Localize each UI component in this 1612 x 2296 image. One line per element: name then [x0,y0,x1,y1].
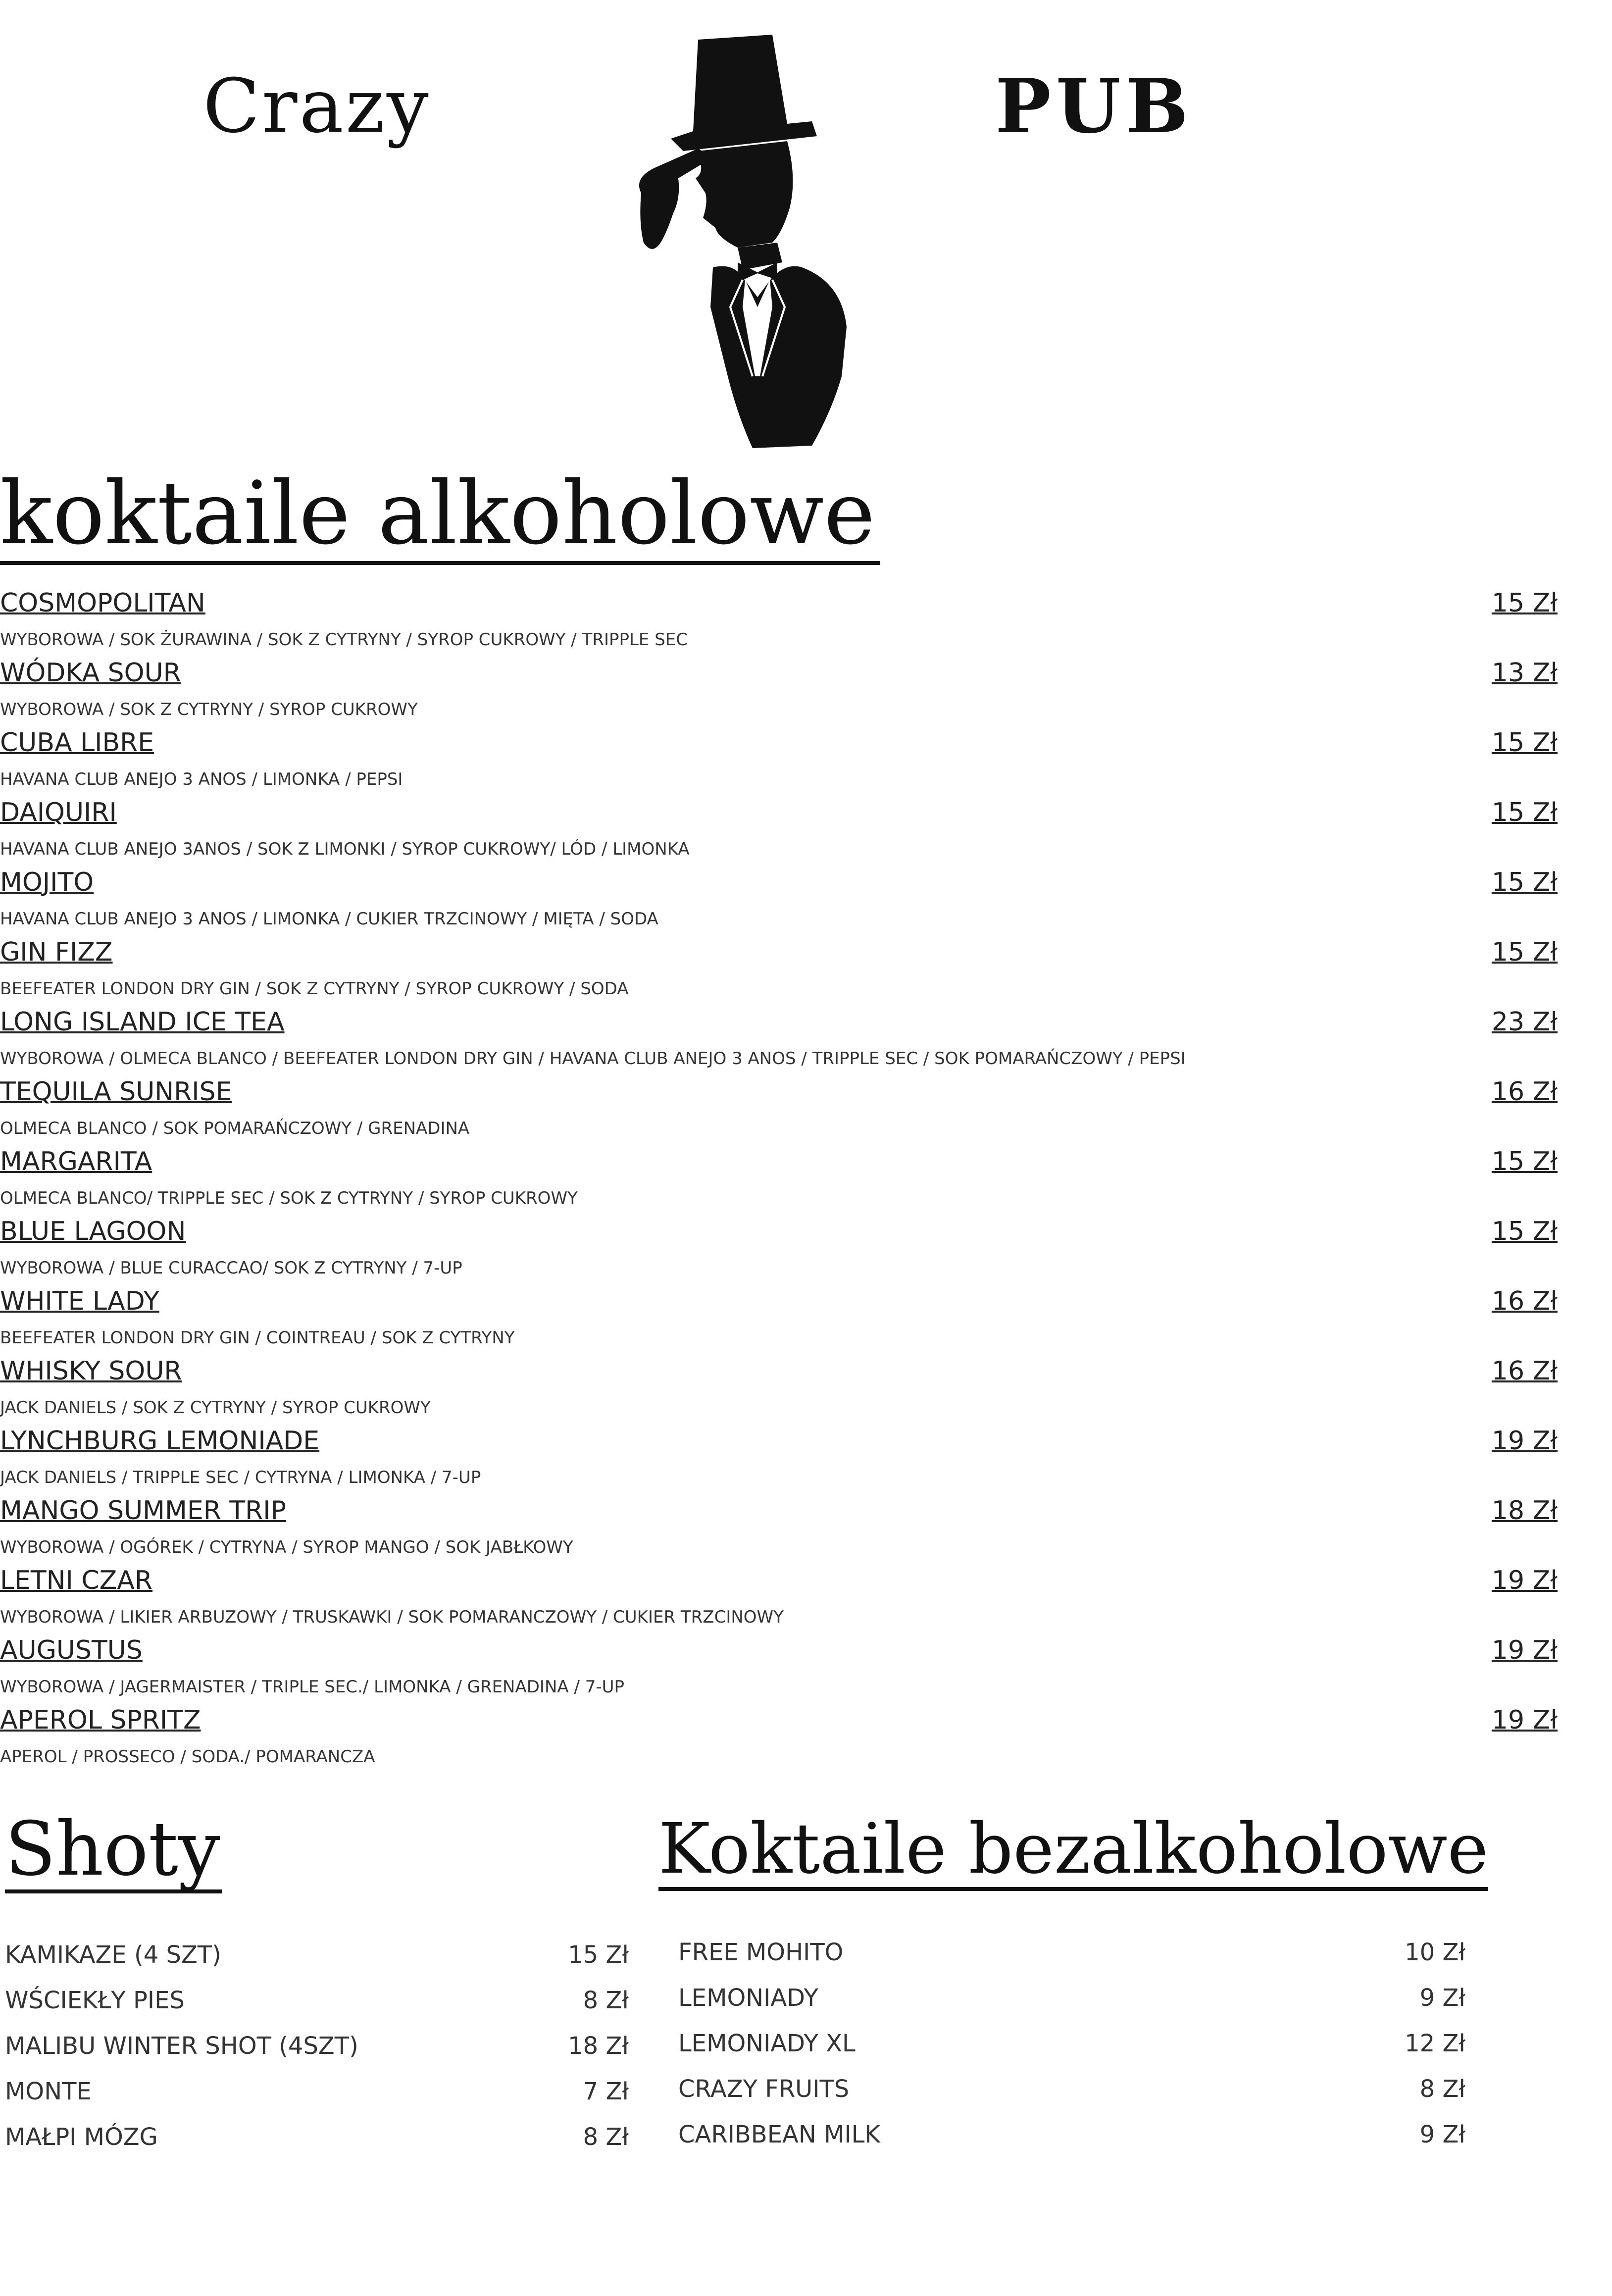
cocktail-item [0,868,1612,938]
nonalcoholic-name: CARIBBEAN MILK [678,2121,880,2148]
cocktail-price: 15 Zł [1491,588,1558,618]
cocktail-name: COSMOPOLITAN [0,588,205,618]
cocktail-price: 16 Zł [1491,1356,1558,1386]
cocktail-name: LETNI CZAR [0,1566,152,1595]
shot-price: 15 Zł [568,1941,629,1969]
nonalcoholic-name: FREE MOHITO [678,1939,844,1966]
cocktail-item [0,1008,1612,1078]
cocktail-name: LYNCHBURG LEMONIADE [0,1426,320,1456]
gentleman-top-hat-icon [624,30,861,451]
cocktail-item [0,1218,1612,1287]
nonalcoholic-price: 9 Zł [1419,1984,1465,2012]
section-title-nonalcoholic: Koktaile bezalkoholowe [658,1815,1488,1891]
nonalcoholic-item [678,1984,1465,2030]
shot-item [5,2078,629,2123]
cocktail-ingredients: HAVANA CLUB ANEJO 3 ANOS / LIMONKA / CUKIER TRZCINOWY / MIĘTA / SODA [0,909,658,929]
shot-name: MONTE [5,2078,92,2105]
cocktail-price: 19 Zł [1491,1705,1558,1735]
cocktail-ingredients: WYBOROWA / JAGERMAISTER / TRIPLE SEC./ LIMONKA / GRENADINA / 7-UP [0,1677,625,1697]
cocktail-ingredients: HAVANA CLUB ANEJO 3 ANOS / LIMONKA / PEPSI [0,769,403,789]
cocktail-price: 15 Zł [1491,728,1558,758]
cocktail-item [0,1427,1612,1497]
nonalcoholic-item [678,1939,1465,1984]
cocktail-name: DAIQUIRI [0,798,117,827]
cocktail-name: GIN FIZZ [0,937,113,967]
cocktail-item [0,659,1612,729]
cocktail-price: 19 Zł [1491,1426,1558,1456]
cocktail-ingredients: OLMECA BLANCO / SOK POMARAŃCZOWY / GRENADINA [0,1119,470,1138]
cocktail-name: CUBA LIBRE [0,728,154,758]
nonalcoholic-item [678,2075,1465,2121]
cocktail-ingredients: WYBOROWA / BLUE CURACCAO/ SOK Z CYTRYNY / 7-UP [0,1258,462,1278]
cocktail-price: 15 Zł [1491,937,1558,967]
cocktail-item [0,1497,1612,1567]
brand-name-pub: PUB [995,63,1194,150]
cocktail-price: 15 Zł [1491,867,1558,897]
cocktail-name: AUGUSTUS [0,1635,143,1665]
cocktail-list [0,589,1612,1776]
cocktail-name: MOJITO [0,867,94,897]
nonalcoholic-price: 9 Zł [1419,2121,1465,2148]
shot-item [5,2032,629,2078]
cocktail-name: BLUE LAGOON [0,1217,186,1246]
nonalcoholic-price: 8 Zł [1419,2075,1465,2103]
cocktail-ingredients: BEEFEATER LONDON DRY GIN / SOK Z CYTRYNY / SYROP CUKROWY / SODA [0,979,629,999]
cocktail-price: 16 Zł [1491,1077,1558,1107]
cocktail-item [0,1148,1612,1218]
cocktail-item [0,1078,1612,1148]
cocktail-ingredients: WYBOROWA / OGÓREK / CYTRYNA / SYROP MANGO / SOK JABŁKOWY [0,1537,573,1557]
section-title-alcoholic: koktaile alkoholowe [0,470,880,565]
shot-price: 7 Zł [583,2078,629,2105]
cocktail-ingredients: WYBOROWA / SOK ŻURAWINA / SOK Z CYTRYNY / SYROP CUKROWY / TRIPPLE SEC [0,630,688,650]
cocktail-item [0,729,1612,799]
cocktail-name: TEQUILA SUNRISE [0,1077,232,1107]
section-title-shots: Shoty [5,1812,222,1893]
cocktail-item [0,1287,1612,1357]
shot-item [5,1987,629,2032]
cocktail-ingredients: BEEFEATER LONDON DRY GIN / COINTREAU / SOK Z CYTRYNY [0,1328,515,1348]
nonalcoholic-price: 12 Zł [1405,2030,1465,2057]
cocktail-name: MARGARITA [0,1147,152,1176]
shot-name: WŚCIEKŁY PIES [5,1987,185,2014]
shot-price: 18 Zł [568,2032,629,2060]
nonalcoholic-name: LEMONIADY XL [678,2030,856,2057]
cocktail-price: 19 Zł [1491,1566,1558,1595]
cocktail-price: 16 Zł [1491,1286,1558,1316]
shot-item [5,1941,629,1987]
shot-name: MAŁPI MÓZG [5,2123,158,2151]
brand-name-crazy: Crazy [203,63,431,150]
nonalcoholic-name: CRAZY FRUITS [678,2075,850,2103]
nonalcoholic-item [678,2030,1465,2075]
cocktail-item [0,1357,1612,1427]
cocktail-ingredients: WYBOROWA / LIKIER ARBUZOWY / TRUSKAWKI / SOK POMARANCZOWY / CUKIER TRZCINOWY [0,1607,784,1627]
nonalcoholic-list [678,1939,1465,2166]
shot-name: KAMIKAZE (4 SZT) [5,1941,221,1969]
cocktail-item [0,799,1612,868]
cocktail-price: 15 Zł [1491,1147,1558,1176]
shot-price: 8 Zł [583,2123,629,2151]
cocktail-item [0,1636,1612,1706]
cocktail-price: 18 Zł [1491,1496,1558,1526]
cocktail-price: 23 Zł [1491,1007,1558,1037]
cocktail-price: 13 Zł [1491,658,1558,688]
cocktail-name: APEROL SPRITZ [0,1705,201,1735]
cocktail-name: WHISKY SOUR [0,1356,182,1386]
cocktail-ingredients: JACK DANIELS / SOK Z CYTRYNY / SYROP CUKROWY [0,1398,431,1418]
cocktail-price: 15 Zł [1491,798,1558,827]
cocktail-ingredients: HAVANA CLUB ANEJO 3ANOS / SOK Z LIMONKI / SYROP CUKROWY/ LÓD / LIMONKA [0,839,690,859]
cocktail-ingredients: WYBOROWA / SOK Z CYTRYNY / SYROP CUKROWY [0,700,418,719]
cocktail-name: WÓDKA SOUR [0,658,181,688]
nonalcoholic-price: 10 Zł [1405,1939,1465,1966]
nonalcoholic-name: LEMONIADY [678,1984,818,2012]
cocktail-item [0,589,1612,659]
shot-item [5,2123,629,2169]
cocktail-ingredients: JACK DANIELS / TRIPPLE SEC / CYTRYNA / LIMONKA / 7-UP [0,1468,481,1487]
cocktail-item [0,938,1612,1008]
cocktail-name: LONG ISLAND ICE TEA [0,1007,285,1037]
shot-price: 8 Zł [583,1987,629,2014]
cocktail-price: 15 Zł [1491,1217,1558,1246]
shot-name: MALIBU WINTER SHOT (4SZT) [5,2032,358,2060]
cocktail-name: MANGO SUMMER TRIP [0,1496,286,1526]
cocktail-item [0,1567,1612,1636]
nonalcoholic-item [678,2121,1465,2166]
cocktail-price: 19 Zł [1491,1635,1558,1665]
cocktail-ingredients: WYBOROWA / OLMECA BLANCO / BEEFEATER LONDON DRY GIN / HAVANA CLUB ANEJO 3 ANOS / TRIPPLE SEC / SOK POMARAŃCZOWY / PEPSI [0,1049,1186,1069]
cocktail-ingredients: APEROL / PROSSECO / SODA./ POMARANCZA [0,1747,375,1767]
cocktail-ingredients: OLMECA BLANCO/ TRIPPLE SEC / SOK Z CYTRYNY / SYROP CUKROWY [0,1188,578,1208]
cocktail-name: WHITE LADY [0,1286,159,1316]
shot-list [5,1941,629,2169]
cocktail-item [0,1706,1612,1776]
